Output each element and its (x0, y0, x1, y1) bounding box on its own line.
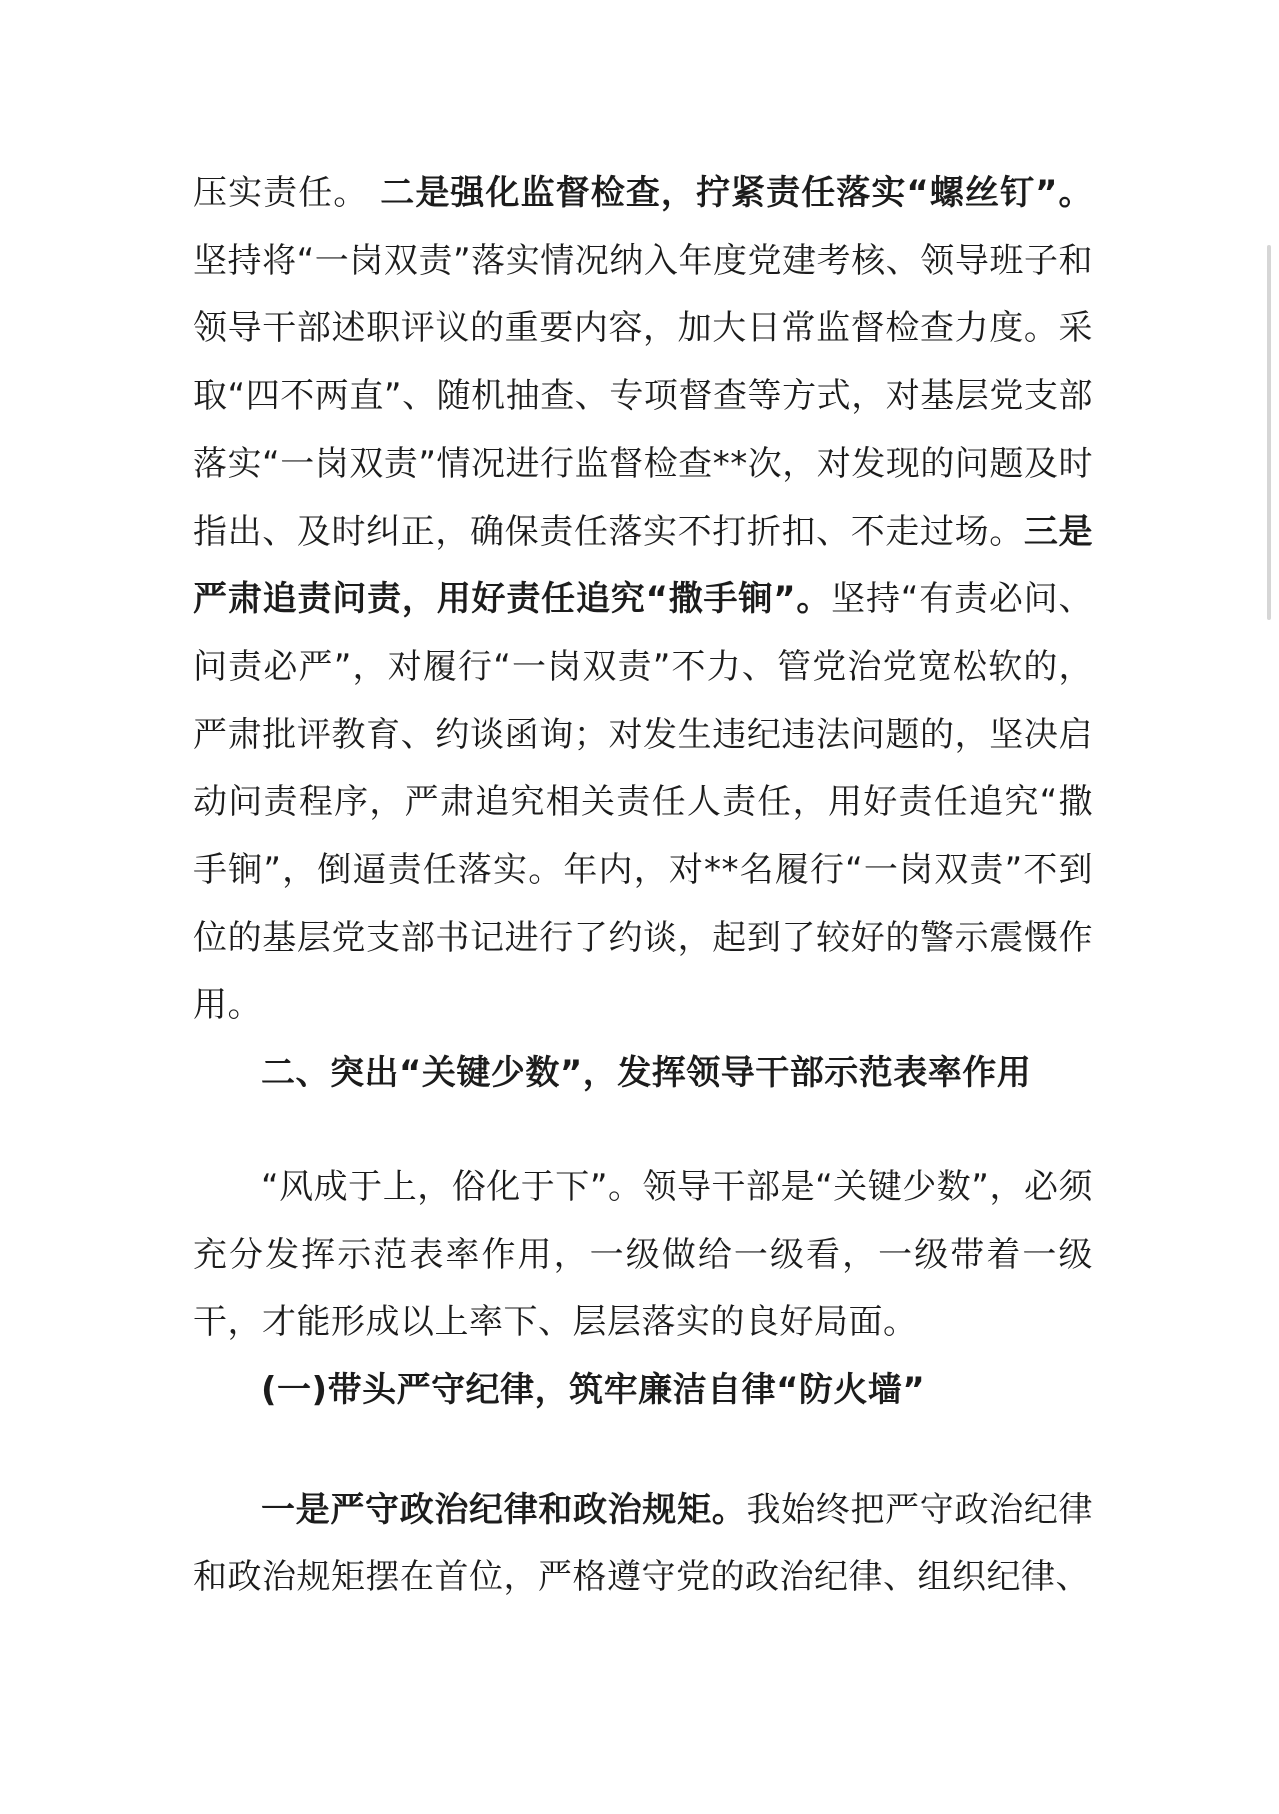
bold-point-two: 二是强化监督检查，拧紧责任落实“螺丝钉”。 (380, 173, 1093, 213)
text-span: 我始终把严守政治纪律和政治规矩摆在首位，严格遵守党的政治纪律、组织纪律、 (193, 1489, 1094, 1598)
section-heading-2: 二、突出“关键少数”，发挥领导干部示范表率作用 (261, 1053, 1032, 1094)
scrollbar[interactable] (1267, 245, 1271, 620)
bold-point-one: 一是严守政治纪律和政治规矩。 (261, 1489, 747, 1530)
text-span: 压实责任。 (193, 173, 369, 213)
paragraph-political-discipline (193, 1477, 1093, 1612)
subheading-discipline: (一)带头严守纪律，筑牢廉洁自律“防火墙” (261, 1369, 926, 1410)
text-span: 坚持“有责必问、问责必严”，对履行“一岗双责”不力、管党治党宽松软的，严肃批评教育、约谈函询；对发生违纪违法问题的，坚决启动问责程序，严肃追究相关责任人责任，用好责任追究“撒手锏”，倒逼责任落实。年内，对**名履行“一岗双责”不到位的基层党支部书记进行了约谈，起到了较好的警示震慑作用。 (193, 579, 1093, 1026)
document-page (193, 160, 1093, 1612)
text-span: 坚持将“一岗双责”落实情况纳入年度党建考核、领导班子和领导干部述职评议的重要内容，加大日常监督检查力度。采取“四不两直”、随机抽查、专项督查等方式，对基层党支部落实“一岗双责”情况进行监督检查**次，对发现的问题及时指出、及时纠正，确保责任落实不打折扣、不走过场。 (193, 240, 1093, 552)
paragraph-responsibility (193, 160, 1093, 1040)
paragraph-key-minority: “风成于上，俗化于下”。领导干部是“关键少数”，必须充分发挥示范表率作用，一级做给一级看，一级带着一级干，才能形成以上率下、层层落实的良好局面。 (193, 1166, 1093, 1343)
bold-point-three: 三是严肃追责问责，用好责任追究“撒手锏”。 (193, 511, 1094, 620)
